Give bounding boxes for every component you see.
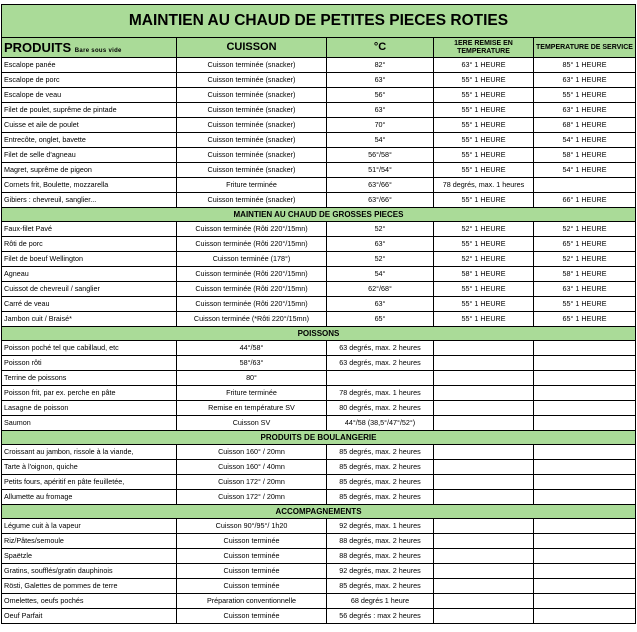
cell-col3[interactable] <box>434 416 534 431</box>
cell-col2[interactable]: 63° <box>327 297 434 312</box>
header-produits[interactable] <box>2 38 177 58</box>
cell-col4[interactable]: 54° 1 HEURE <box>534 163 636 178</box>
cell-col1[interactable]: Cuisson 160° / 40mn <box>177 460 327 475</box>
cell-col2[interactable]: 85 degrés, max. 2 heures <box>327 490 434 505</box>
table-row <box>2 386 636 401</box>
cell-col2[interactable]: 65° <box>327 312 434 327</box>
cell-col2[interactable]: 62°/68° <box>327 282 434 297</box>
cell-col3[interactable] <box>434 341 534 356</box>
cell-col4[interactable] <box>534 416 636 431</box>
cell-col2[interactable]: 92 degrés, max. 1 heures <box>327 519 434 534</box>
table-row <box>2 237 636 252</box>
table-row <box>2 148 636 163</box>
cell-col2[interactable]: 56° <box>327 88 434 103</box>
cell-col3[interactable] <box>434 371 534 386</box>
cell-col4[interactable]: 52° 1 HEURE <box>534 252 636 267</box>
table-body <box>2 5 636 624</box>
cell-col0[interactable]: Lasagne de poisson <box>2 401 177 416</box>
cell-col0[interactable]: Légume cuit à la vapeur <box>2 519 177 534</box>
cell-col4[interactable]: 85° 1 HEURE <box>534 58 636 73</box>
cell-col3[interactable]: 55° 1 HEURE <box>434 103 534 118</box>
cell-col3[interactable] <box>434 579 534 594</box>
cell-col1[interactable]: Cuisson terminée (snacker) <box>177 73 327 88</box>
table-row <box>2 118 636 133</box>
cell-col1[interactable]: Cuisson terminée (Rôti 220°/15mn) <box>177 297 327 312</box>
cell-col3[interactable] <box>434 356 534 371</box>
section-title[interactable]: ACCOMPAGNEMENTS <box>2 505 636 519</box>
cell-col4[interactable]: 52° 1 HEURE <box>534 222 636 237</box>
table-row <box>2 594 636 609</box>
cell-col0[interactable]: Poisson poché tel que cabillaud, etc <box>2 341 177 356</box>
cell-col1[interactable]: Cuisson terminée (snacker) <box>177 103 327 118</box>
cell-col3[interactable] <box>434 564 534 579</box>
table-row <box>2 371 636 386</box>
cell-col1[interactable]: Cuisson terminée <box>177 534 327 549</box>
cell-col4[interactable]: 63° 1 HEURE <box>534 103 636 118</box>
cell-col3[interactable]: 55° 1 HEURE <box>434 163 534 178</box>
cell-col0[interactable]: Oeuf Parfait <box>2 609 177 624</box>
table-row <box>2 475 636 490</box>
cell-col3[interactable]: 52° 1 HEURE <box>434 222 534 237</box>
cell-col3[interactable]: 55° 1 HEURE <box>434 237 534 252</box>
cell-col2[interactable]: 52° <box>327 222 434 237</box>
cell-col4[interactable]: 58° 1 HEURE <box>534 267 636 282</box>
cell-col1[interactable]: 44°/58° <box>177 341 327 356</box>
table-row <box>2 163 636 178</box>
cell-col4[interactable] <box>534 579 636 594</box>
cell-col2[interactable]: 78 degrés, max. 1 heures <box>327 386 434 401</box>
cell-col0[interactable]: Faux-filet Pavé <box>2 222 177 237</box>
cell-col4[interactable] <box>534 178 636 193</box>
cell-col1[interactable]: Cuisson terminée (snacker) <box>177 133 327 148</box>
cell-col1[interactable]: Cuisson terminée (Rôti 220°/15mn) <box>177 282 327 297</box>
cell-col4[interactable]: 65° 1 HEURE <box>534 312 636 327</box>
cell-col0[interactable]: Jambon cuit / Braisé* <box>2 312 177 327</box>
cell-col1[interactable]: Cuisson terminée (Rôti 220°/15mn) <box>177 237 327 252</box>
table-row <box>2 356 636 371</box>
cell-col0[interactable]: Escalope de veau <box>2 88 177 103</box>
cell-col4[interactable] <box>534 445 636 460</box>
cell-col0[interactable]: Poisson frit, par ex. perche en pâte <box>2 386 177 401</box>
cell-col1[interactable]: 58°/63° <box>177 356 327 371</box>
table-row <box>2 416 636 431</box>
cell-col1[interactable]: Cuisson terminée <box>177 549 327 564</box>
cell-col0[interactable]: Petits fours, apéritif en pâte feuilletée, <box>2 475 177 490</box>
table-row <box>2 549 636 564</box>
cell-col2[interactable]: 63 degrés, max. 2 heures <box>327 356 434 371</box>
cell-col4[interactable]: 58° 1 HEURE <box>534 148 636 163</box>
cell-col1[interactable]: Cuisson terminée (*Rôti 220°/15mn) <box>177 312 327 327</box>
cell-col2[interactable]: 80 degrés, max. 2 heures <box>327 401 434 416</box>
cell-col4[interactable] <box>534 341 636 356</box>
cell-col0[interactable]: Tarte à l'oignon, quiche <box>2 460 177 475</box>
cell-col2[interactable]: 63°/66° <box>327 178 434 193</box>
table-row <box>2 133 636 148</box>
cell-col3[interactable] <box>434 609 534 624</box>
cell-col1[interactable]: Cuisson terminée (178°) <box>177 252 327 267</box>
cell-col2[interactable]: 85 degrés, max. 2 heures <box>327 579 434 594</box>
table-row <box>2 282 636 297</box>
cell-col4[interactable] <box>534 534 636 549</box>
cell-col0[interactable]: Omelettes, oeufs pochés <box>2 594 177 609</box>
cell-col0[interactable]: Carré de veau <box>2 297 177 312</box>
cell-col3[interactable]: 52° 1 HEURE <box>434 252 534 267</box>
cell-col2[interactable]: 92 degrés, max. 2 heures <box>327 564 434 579</box>
cell-col3[interactable] <box>434 490 534 505</box>
table-row <box>2 222 636 237</box>
cell-col1[interactable]: Cuisson terminée (Rôti 220°/15mn) <box>177 267 327 282</box>
cell-col1[interactable]: Cuisson terminée (snacker) <box>177 193 327 208</box>
header-service[interactable]: TEMPERATURE DE SERVICE <box>534 38 636 58</box>
cell-col0[interactable]: Riz/Pâtes/semoule <box>2 534 177 549</box>
cell-col4[interactable]: 55° 1 HEURE <box>534 88 636 103</box>
cell-col2[interactable]: 88 degrés, max. 2 heures <box>327 534 434 549</box>
cell-col0[interactable]: Spaëtzle <box>2 549 177 564</box>
cell-col3[interactable]: 55° 1 HEURE <box>434 73 534 88</box>
cell-col3[interactable]: 63° 1 HEURE <box>434 58 534 73</box>
cell-col4[interactable] <box>534 519 636 534</box>
section-row <box>2 431 636 445</box>
cell-col2[interactable]: 85 degrés, max. 2 heures <box>327 460 434 475</box>
cell-col3[interactable] <box>434 460 534 475</box>
table-row <box>2 490 636 505</box>
cell-col4[interactable]: 65° 1 HEURE <box>534 237 636 252</box>
cell-col4[interactable] <box>534 564 636 579</box>
section-row <box>2 505 636 519</box>
cell-col2[interactable]: 63° <box>327 237 434 252</box>
cell-col0[interactable]: Magret, suprême de pigeon <box>2 163 177 178</box>
cell-col0[interactable]: Cornets frit, Boulette, mozzarella <box>2 178 177 193</box>
cell-col0[interactable]: Entrecôte, onglet, bavette <box>2 133 177 148</box>
header-produits-note: Bare sous vide <box>74 48 122 54</box>
header-temperature[interactable]: °C <box>327 38 434 58</box>
cell-col2[interactable]: 52° <box>327 252 434 267</box>
cell-col2[interactable]: 85 degrés, max. 2 heures <box>327 445 434 460</box>
cell-col4[interactable] <box>534 386 636 401</box>
cell-col4[interactable] <box>534 594 636 609</box>
cell-col2[interactable]: 82° <box>327 58 434 73</box>
cell-col2[interactable]: 88 degrés, max. 2 heures <box>327 549 434 564</box>
title-row <box>2 5 636 38</box>
cell-col0[interactable]: Filet de poulet, suprême de pintade <box>2 103 177 118</box>
cell-col0[interactable]: Poisson rôti <box>2 356 177 371</box>
section-row <box>2 208 636 222</box>
cell-col0[interactable]: Agneau <box>2 267 177 282</box>
cell-col3[interactable] <box>434 534 534 549</box>
cell-col1[interactable]: Cuisson 172° / 20mn <box>177 475 327 490</box>
cell-col1[interactable]: Cuisson 160° / 20mn <box>177 445 327 460</box>
table-row <box>2 312 636 327</box>
table-row <box>2 267 636 282</box>
cell-col0[interactable]: Terrine de poissons <box>2 371 177 386</box>
cell-col2[interactable]: 44°/58 (38,5°/47°/52°) <box>327 416 434 431</box>
cell-col3[interactable] <box>434 594 534 609</box>
cell-col1[interactable]: Cuisson terminée (snacker) <box>177 88 327 103</box>
table-row <box>2 579 636 594</box>
section-title[interactable]: POISSONS <box>2 327 636 341</box>
table-row <box>2 534 636 549</box>
table-row <box>2 103 636 118</box>
cell-col2[interactable]: 54° <box>327 267 434 282</box>
cell-col3[interactable] <box>434 401 534 416</box>
cell-col0[interactable]: Croissant au jambon, rissole à la viande, <box>2 445 177 460</box>
cell-col4[interactable]: 66° 1 HEURE <box>534 193 636 208</box>
cell-col3[interactable]: 55° 1 HEURE <box>434 282 534 297</box>
cell-col3[interactable] <box>434 386 534 401</box>
cell-col3[interactable] <box>434 519 534 534</box>
cell-col1[interactable]: Cuisson terminée (snacker) <box>177 148 327 163</box>
cell-col3[interactable]: 55° 1 HEURE <box>434 88 534 103</box>
table-row <box>2 73 636 88</box>
table-row <box>2 88 636 103</box>
cell-col4[interactable] <box>534 460 636 475</box>
table-row <box>2 460 636 475</box>
cell-col3[interactable]: 55° 1 HEURE <box>434 193 534 208</box>
cell-col3[interactable]: 55° 1 HEURE <box>434 297 534 312</box>
table-row <box>2 401 636 416</box>
table-row <box>2 445 636 460</box>
cell-col2[interactable]: 63° <box>327 73 434 88</box>
cell-col1[interactable]: Cuisson terminée <box>177 609 327 624</box>
table-row <box>2 297 636 312</box>
table-row <box>2 193 636 208</box>
cell-col1[interactable]: Cuisson 172° / 20mn <box>177 490 327 505</box>
page-title[interactable]: MAINTIEN AU CHAUD DE PETITES PIECES ROTIES <box>2 5 636 38</box>
cell-col4[interactable] <box>534 475 636 490</box>
cell-col3[interactable]: 78 degrés, max. 1 heures <box>434 178 534 193</box>
cell-col4[interactable]: 63° 1 HEURE <box>534 282 636 297</box>
cell-col3[interactable] <box>434 549 534 564</box>
cell-col1[interactable]: Cuisson terminée <box>177 579 327 594</box>
cell-col3[interactable]: 55° 1 HEURE <box>434 312 534 327</box>
table-row <box>2 252 636 267</box>
cell-col3[interactable]: 55° 1 HEURE <box>434 118 534 133</box>
section-title[interactable]: MAINTIEN AU CHAUD DE GROSSES PIECES <box>2 208 636 222</box>
section-row <box>2 327 636 341</box>
cell-col1[interactable]: Cuisson SV <box>177 416 327 431</box>
table-row <box>2 58 636 73</box>
cell-col0[interactable]: Escalope de porc <box>2 73 177 88</box>
table-row <box>2 178 636 193</box>
cell-col0[interactable]: Cuisse et aile de poulet <box>2 118 177 133</box>
cell-col4[interactable] <box>534 549 636 564</box>
holding-temperature-table <box>1 4 636 624</box>
cell-col4[interactable] <box>534 356 636 371</box>
cell-col4[interactable]: 63° 1 HEURE <box>534 73 636 88</box>
cell-col2[interactable]: 51°/54° <box>327 163 434 178</box>
cell-col1[interactable]: Friture terminée <box>177 178 327 193</box>
header-cuisson[interactable]: CUISSON <box>177 38 327 58</box>
cell-col2[interactable]: 85 degrés, max. 2 heures <box>327 475 434 490</box>
cell-col4[interactable]: 55° 1 HEURE <box>534 297 636 312</box>
cell-col2[interactable]: 68 degrés 1 heure <box>327 594 434 609</box>
cell-col0[interactable]: Filet de selle d'agneau <box>2 148 177 163</box>
table-row <box>2 341 636 356</box>
table-row <box>2 519 636 534</box>
cell-col1[interactable]: Cuisson terminée <box>177 564 327 579</box>
cell-col1[interactable]: Préparation conventionnelle <box>177 594 327 609</box>
cell-col1[interactable]: Cuisson terminée (snacker) <box>177 58 327 73</box>
cell-col0[interactable]: Gratins, soufflés/gratin dauphinois <box>2 564 177 579</box>
cell-col1[interactable]: Cuisson 90°/95°/ 1h20 <box>177 519 327 534</box>
cell-col2[interactable]: 56 degrés : max 2 heures <box>327 609 434 624</box>
cell-col4[interactable] <box>534 490 636 505</box>
cell-col1[interactable]: Cuisson terminée (snacker) <box>177 118 327 133</box>
cell-col0[interactable]: Saumon <box>2 416 177 431</box>
cell-col2[interactable] <box>327 371 434 386</box>
header-row <box>2 38 636 58</box>
cell-col0[interactable]: Rösti, Galettes de pommes de terre <box>2 579 177 594</box>
cell-col1[interactable]: Remise en température SV <box>177 401 327 416</box>
cell-col4[interactable]: 54° 1 HEURE <box>534 133 636 148</box>
cell-col2[interactable]: 63 degrés, max. 2 heures <box>327 341 434 356</box>
cell-col3[interactable]: 58° 1 HEURE <box>434 267 534 282</box>
cell-col3[interactable] <box>434 475 534 490</box>
cell-col4[interactable] <box>534 609 636 624</box>
cell-col0[interactable]: Escalope panée <box>2 58 177 73</box>
cell-col0[interactable]: Cuissot de chevreuil / sanglier <box>2 282 177 297</box>
cell-col3[interactable]: 55° 1 HEURE <box>434 148 534 163</box>
cell-col0[interactable]: Allumette au fromage <box>2 490 177 505</box>
cell-col1[interactable]: 80° <box>177 371 327 386</box>
cell-col4[interactable]: 68° 1 HEURE <box>534 118 636 133</box>
cell-col1[interactable]: Cuisson terminée (snacker) <box>177 163 327 178</box>
cell-col4[interactable] <box>534 401 636 416</box>
cell-col1[interactable]: Friture terminée <box>177 386 327 401</box>
cell-col2[interactable]: 54° <box>327 133 434 148</box>
table-row <box>2 564 636 579</box>
cell-col2[interactable]: 63° <box>327 103 434 118</box>
cell-col2[interactable]: 63°/66° <box>327 193 434 208</box>
header-remise[interactable]: 1ERE REMISE EN TEMPERATURE <box>434 38 534 58</box>
cell-col2[interactable]: 56°/58° <box>327 148 434 163</box>
table-row <box>2 609 636 624</box>
header-produits-label: PRODUITS <box>4 40 72 55</box>
cell-col0[interactable]: Rôti de porc <box>2 237 177 252</box>
cell-col4[interactable] <box>534 371 636 386</box>
cell-col1[interactable]: Cuisson terminée (Rôti 220°/15mn) <box>177 222 327 237</box>
cell-col2[interactable]: 70° <box>327 118 434 133</box>
cell-col0[interactable]: Gibiers : chevreuil, sanglier... <box>2 193 177 208</box>
cell-col3[interactable]: 55° 1 HEURE <box>434 133 534 148</box>
section-title[interactable]: PRODUITS DE BOULANGERIE <box>2 431 636 445</box>
cell-col3[interactable] <box>434 445 534 460</box>
cell-col0[interactable]: Filet de boeuf Wellington <box>2 252 177 267</box>
